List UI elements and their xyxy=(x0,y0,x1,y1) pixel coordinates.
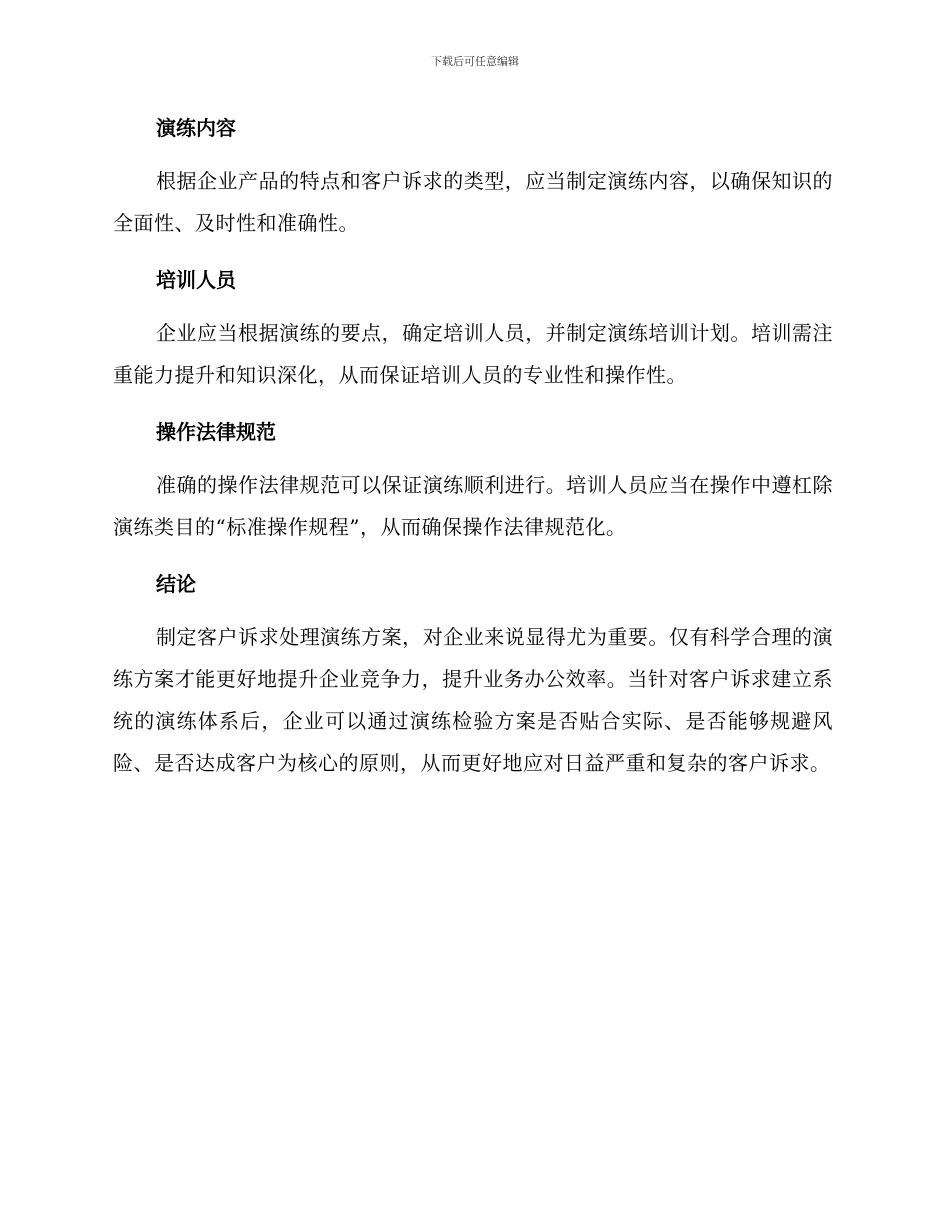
section-body-training-staff: 企业应当根据演练的要点，确定培训人员，并制定演练培训计划。培训需注重能力提升和知识深化，从而保证培训人员的专业性和操作性。 xyxy=(113,321,833,387)
document-content xyxy=(113,108,833,800)
section-heading-conclusion: 结论 xyxy=(156,572,196,596)
section-body-drill-content: 根据企业产品的特点和客户诉求的类型，应当制定演练内容，以确保知识的全面性、及时性和准确性。 xyxy=(113,169,833,235)
section-heading-drill-content: 演练内容 xyxy=(156,116,236,140)
section-body-conclusion: 制定客户诉求处理演练方案，对企业来说显得尤为重要。仅有科学合理的演练方案才能更好地提升企业竞争力，提升业务办公效率。当针对客户诉求建立系统的演练体系后，企业可以通过演练检验方案是否贴合实际、是否能够规避风险、是否达成客户为核心的原则，从而更好地应对日益严重和复杂的客户诉求。 xyxy=(113,625,833,775)
section-heading-operation-rules: 操作法律规范 xyxy=(156,420,276,444)
section-heading-training-staff: 培训人员 xyxy=(156,268,236,292)
section-body-operation-rules: 准确的操作法律规范可以保证演练顺利进行。培训人员应当在操作中遵杠除演练类目的“标准操作规程”，从而确保操作法律规范化。 xyxy=(113,473,833,539)
header-note: 下载后可任意编辑 xyxy=(431,55,519,68)
